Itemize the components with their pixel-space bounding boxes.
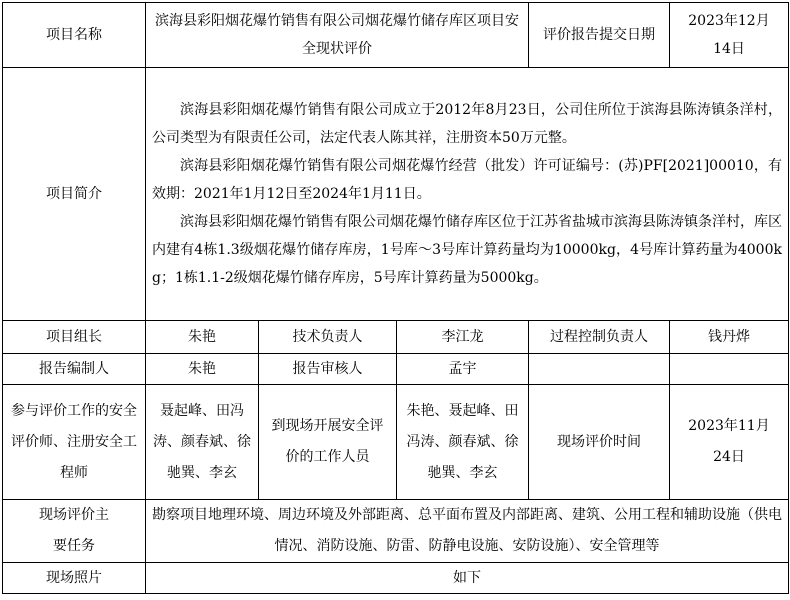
empty-cell bbox=[670, 354, 789, 385]
report-date-value: 2023年12月14日 bbox=[670, 3, 789, 68]
author-value: 朱艳 bbox=[146, 354, 259, 385]
site-photos-value: 如下 bbox=[146, 563, 789, 594]
field-staff-value: 朱艳、聂起峰、田冯涛、颜春斌、徐驰巽、李玄 bbox=[397, 385, 529, 500]
table-row bbox=[3, 385, 789, 500]
project-intro-value bbox=[146, 68, 789, 321]
table-row bbox=[3, 321, 789, 354]
report-date-label-text: 评价报告提交日期 bbox=[543, 27, 655, 43]
leader-value: 朱艳 bbox=[146, 321, 259, 354]
author-label: 报告编制人 bbox=[3, 354, 146, 385]
project-intro-label: 项目简介 bbox=[3, 68, 146, 321]
process-control-label: 过程控制负责人 bbox=[529, 321, 670, 354]
project-name-label: 项目名称 bbox=[3, 3, 146, 68]
evaluators-label: 参与评价工作的安全评价师、注册安全工程师 bbox=[3, 385, 146, 500]
field-time-label: 现场评价时间 bbox=[529, 385, 670, 500]
table-row bbox=[3, 354, 789, 385]
tech-lead-value: 李江龙 bbox=[397, 321, 529, 354]
field-time-value: 2023年11月24日 bbox=[670, 385, 789, 500]
report-date-label-cell bbox=[529, 3, 670, 68]
intro-paragraph-3: 滨海县彩阳烟花爆竹销售有限公司烟花爆竹储存库区位于江苏省盐城市滨海县陈涛镇条洋村，库区内建有4栋1.3级烟花爆竹储存库房，1号库～3号库计算药量均为10000kg，4号库计算药量为4000kg；1栋1.1-2级烟花爆竹储存库房，5号库计算药量为5000kg。 bbox=[152, 214, 782, 286]
table-row bbox=[3, 500, 789, 563]
table-row bbox=[3, 3, 789, 68]
site-photos-label: 现场照片 bbox=[3, 563, 146, 594]
reviewer-label: 报告审核人 bbox=[259, 354, 397, 385]
project-name-value: 滨海县彩阳烟花爆竹销售有限公司烟花爆竹储存库区项目安全现状评价 bbox=[146, 3, 529, 68]
main-tasks-label: 现场评价主要任务 bbox=[3, 500, 146, 563]
intro-paragraph-1: 滨海县彩阳烟花爆竹销售有限公司成立于2012年8月23日，公司住所位于滨海县陈涛镇条洋村，公司类型为有限责任公司，法定代表人陈其祥，注册资本50万元整。 bbox=[152, 102, 782, 146]
process-control-value: 钱丹烨 bbox=[670, 321, 789, 354]
leader-label: 项目组长 bbox=[3, 321, 146, 354]
field-staff-label: 到现场开展安全评价的工作人员 bbox=[259, 385, 397, 500]
table-row bbox=[3, 68, 789, 321]
empty-cell bbox=[529, 354, 670, 385]
main-tasks-value: 勘察项目地理环境、周边环境及外部距离、总平面布置及内部距离、建筑、公用工程和辅助设施（供电情况、消防设施、防雷、防静电设施、安防设施）、安全管理等 bbox=[146, 500, 789, 563]
tech-lead-label: 技术负责人 bbox=[259, 321, 397, 354]
reviewer-value: 孟宇 bbox=[397, 354, 529, 385]
project-info-table bbox=[2, 2, 789, 594]
intro-paragraph-2: 滨海县彩阳烟花爆竹销售有限公司烟花爆竹经营（批发）许可证编号：(苏)PF[2021]00010，有效期：2021年1月12日至2024年1月11日。 bbox=[152, 158, 782, 202]
evaluators-value: 聂起峰、田冯涛、颜春斌、徐驰巽、李玄 bbox=[146, 385, 259, 500]
table-row bbox=[3, 563, 789, 594]
